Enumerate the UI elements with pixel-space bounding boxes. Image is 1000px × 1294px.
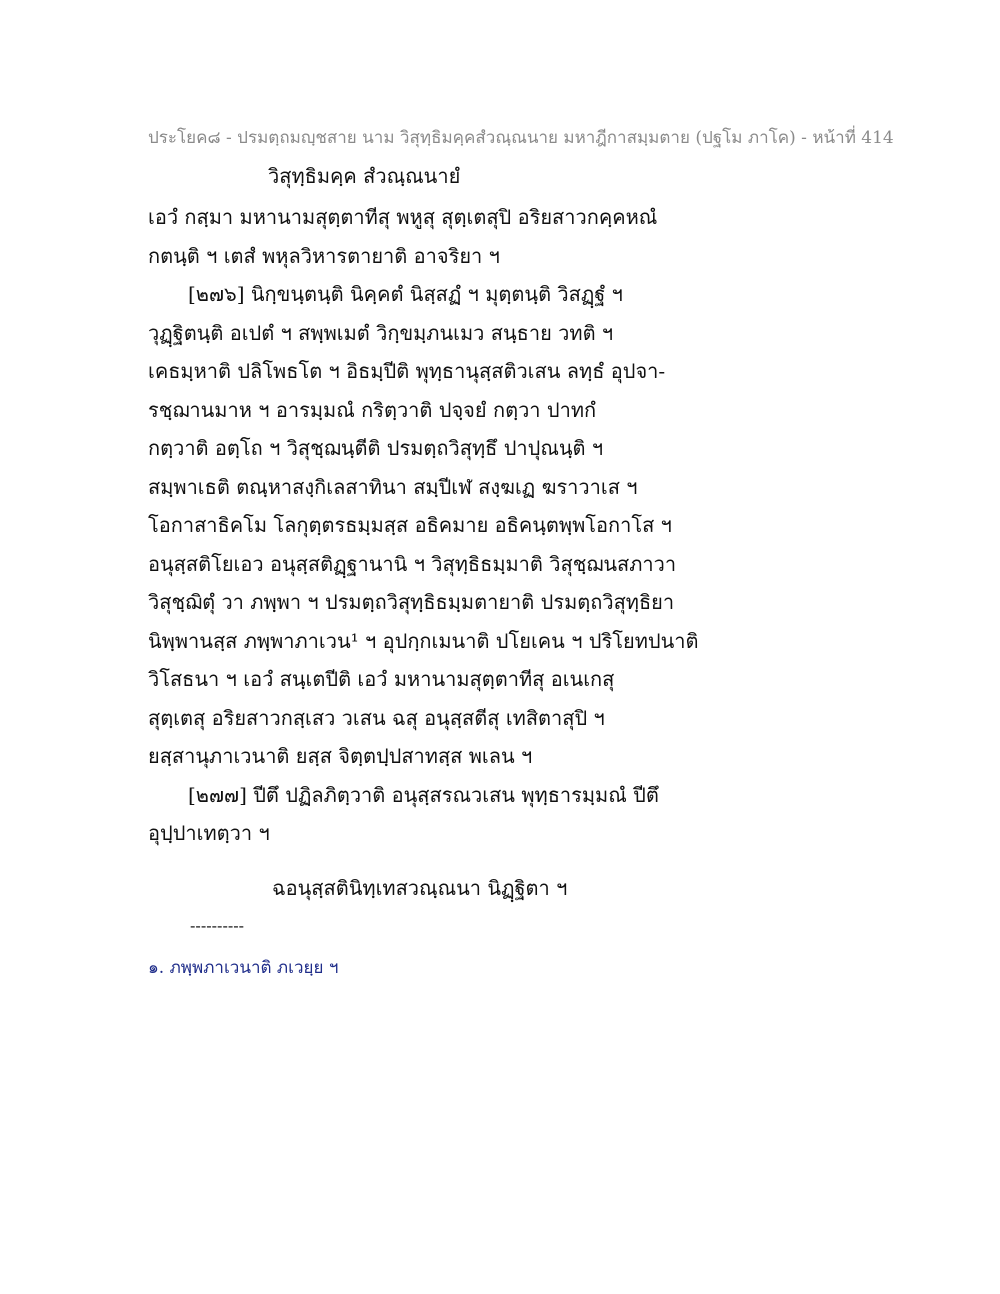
body-line: กตนฺติ ฯ เตสํ พหุลวิหารตายาติ อาจริยา ฯ xyxy=(148,243,500,268)
body-line: สุตฺเตสุ อริยสาวกสฺเสว วเสน ฉสุ อนุสฺสตีสุ เทสิตาสุปิ ฯ xyxy=(148,705,605,730)
body-line: อุปฺปาเทตฺวา ฯ xyxy=(148,821,270,845)
body-line: โอกาสาธิคโม โลกุตฺตรธมฺมสฺส อธิคมาย อธิคนฺตพฺพโอกาโส ฯ xyxy=(148,513,672,537)
body-line: สมฺพาเธติ ตณฺหาสงฺกิเลสาทินา สมฺปีเฬ สงฺฆเฏ ฆราวาเส ฯ xyxy=(148,474,638,499)
paragraph-start-276: [๒๗๖] นิกฺขนฺตนฺติ นิคฺคตํ นิสฺสฏํ ฯ มุตฺตนฺติ วิสฏฺฐํ ฯ xyxy=(188,282,623,306)
body-line: กตฺวาติ อตฺโถ ฯ วิสุชฺฌนฺตีติ ปรมตฺถวิสุทฺธึ ปาปุณนฺติ ฯ xyxy=(148,436,604,460)
body-line: เคธมฺหาติ ปลิโพธโต ฯ อิธมฺปีติ พุทฺธานุสฺสติวเสน ลทฺธํ อุปจา- xyxy=(148,359,666,383)
footnote: ๑. ภพฺพภาเวนาติ ภเวยฺย ฯ xyxy=(148,958,339,978)
body-line: วุฏฺฐิตนฺติ อเปตํ ฯ สพฺพเมตํ วิกฺขมฺภนเมว สนฺธาย วทติ ฯ xyxy=(148,320,614,345)
body-line: วิโสธนา ฯ เอวํ สนฺเตปีติ เอวํ มหานามสุตฺตาทีสุ อเนเกสุ xyxy=(148,667,615,691)
footnote-separator: ---------- xyxy=(190,916,245,935)
body-line: ยสฺสานุภาเวนาติ ยสฺส จิตฺตปฺปสาทสฺส พเลน ฯ xyxy=(148,744,533,768)
body-line: รชฺฌานมาห ฯ อารมฺมณํ กริตฺวาติ ปจฺจยํ กตฺวา ปาทกํ xyxy=(148,397,597,422)
body-line: วิสุชฺฌิตุํ วา ภพฺพา ฯ ปรมตฺถวิสุทฺธิธมฺมตายาติ ปรมตฺถวิสุทฺธิยา xyxy=(148,590,675,614)
body-line: อนุสฺสติโยเอว อนุสฺสติฏฺฐานานิ ฯ วิสุทฺธิธมฺมาติ วิสุชฺฌนสภาวา xyxy=(148,551,677,576)
page-header: ประโยค๘ - ปรมตฺถมญฺชสาย นาม วิสุทฺธิมคฺคสํวณฺณนาย มหาฎีกาสมฺมตาย (ปฐโม ภาโค) - หน้าที่ 414 xyxy=(148,128,894,148)
paragraph-start-277: [๒๗๗] ปีตึ ปฏิลภิตฺวาติ อนุสฺสรณวเสน พุทฺธารมฺมณํ ปีตึ xyxy=(188,782,659,807)
section-title: วิสุทฺธิมคฺค สํวณฺณนายํ xyxy=(268,164,461,188)
body-line: เอวํ กสฺมา มหานามสุตฺตาทีสุ พหูสุ สุตฺเตสุปิ อริยสาวกคฺคหณํ xyxy=(148,205,658,229)
body-text xyxy=(148,198,868,853)
section-closing: ฉอนุสฺสตินิทฺเทสวณฺณนา นิฏฺฐิตา ฯ xyxy=(272,876,568,900)
body-line-with-footnote-ref: นิพฺพานสฺส ภพฺพาภาเวน¹ ฯ อุปกฺกเมนาติ ปโยเคน ฯ ปริโยทปนาติ xyxy=(148,628,699,653)
